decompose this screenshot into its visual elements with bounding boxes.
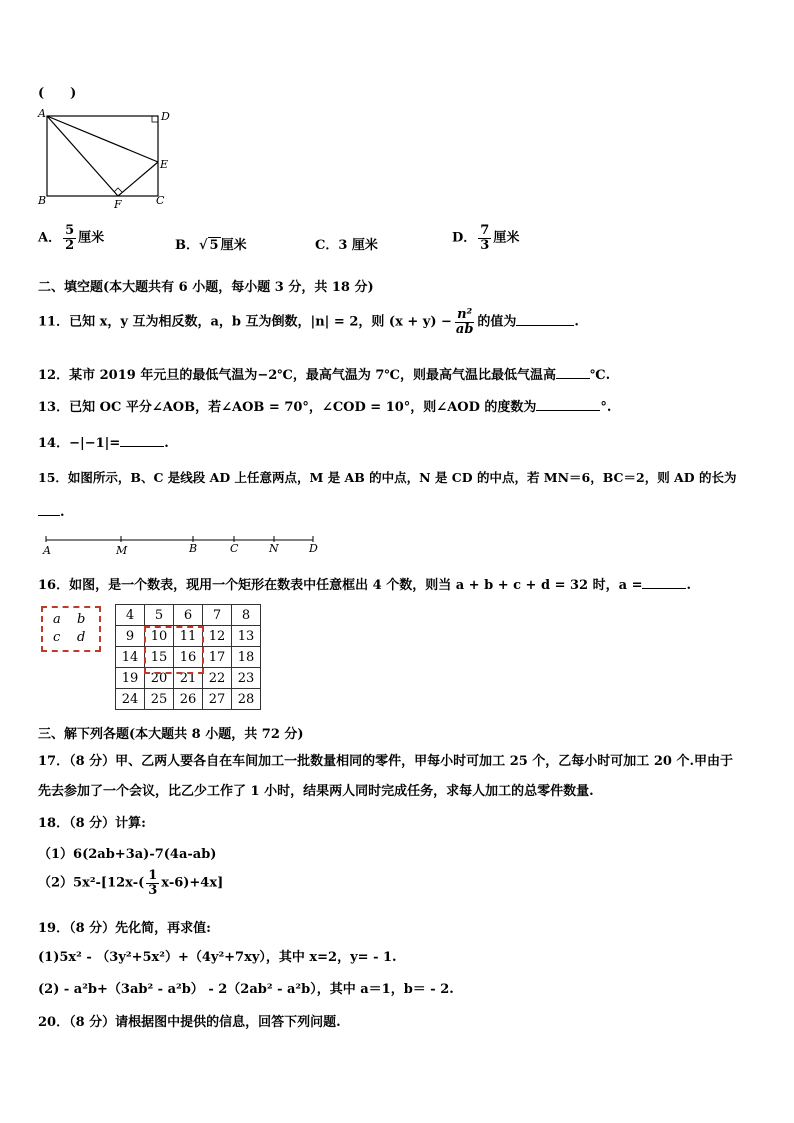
point-d: D xyxy=(309,542,318,555)
table-cell: 6 xyxy=(174,605,203,626)
label-f: F xyxy=(114,198,122,211)
question-20: 20．（8 分）请根据图中提供的信息，回答下列问题. xyxy=(38,1015,341,1030)
question-18-part-1: （1）6(2ab+3a)-7(4a-ab) xyxy=(38,847,217,862)
question-15: 15．如图所示，B、C 是线段 AD 上任意两点，M 是 AB 的中点，N 是 CD 的中点，若 MN＝6，BC＝2，则 AD 的长为 xyxy=(38,470,737,485)
table-cell: 10 xyxy=(145,626,174,647)
table-cell: 25 xyxy=(145,689,174,710)
table-cell: 16 xyxy=(174,647,203,668)
point-m: M xyxy=(116,544,128,557)
table-cell: 24 xyxy=(116,689,145,710)
table-cell: 11 xyxy=(174,626,203,647)
table-cell: 14 xyxy=(116,647,145,668)
answer-blank[interactable] xyxy=(120,433,164,447)
table-cell: 17 xyxy=(203,647,232,668)
table-cell: 8 xyxy=(232,605,261,626)
table-row xyxy=(116,689,261,710)
answer-blank[interactable] xyxy=(38,502,60,516)
legend-c: c xyxy=(53,630,61,645)
legend-a: a xyxy=(53,612,61,627)
question-17-line-1: 17．（8 分）甲、乙两人要各自在车间加工一批数量相同的零件，甲每小时可加工 25 个，乙每小时可加工 20 个.甲由于 xyxy=(38,754,733,769)
label-a: A xyxy=(38,107,46,120)
table-cell: 23 xyxy=(232,668,261,689)
answer-blank[interactable] xyxy=(556,365,590,379)
table-cell: 12 xyxy=(203,626,232,647)
table-cell: 28 xyxy=(232,689,261,710)
label-d: D xyxy=(161,110,170,123)
question-18-part-2: （2）5x²-[12x-( $\frac{1}{3}$ x-6)+4x] xyxy=(38,868,224,898)
option-b: B．√ 5 厘米 xyxy=(175,238,247,253)
question-bracket: ( ) xyxy=(38,86,77,101)
q18-fraction: $\frac{1}{3}$ xyxy=(148,868,158,898)
question-16: 16．如图，是一个数表，现用一个矩形在数表中任意框出 4 个数，则当 a + b + c + d = 32 时，a = . xyxy=(38,574,691,593)
legend-d: d xyxy=(77,630,86,645)
option-a-fraction: $\frac{5}{2}$ xyxy=(65,223,75,253)
question-19-title: 19．（8 分）先化简，再求值: xyxy=(38,921,211,936)
selection-frame xyxy=(144,626,204,674)
table-row xyxy=(116,605,261,626)
table-cell: 20 xyxy=(145,668,174,689)
question-13: 13．已知 OC 平分∠AOB，若∠AOB = 70°，∠COD = 10°，则∠AOD 的度数为 °. xyxy=(38,396,611,415)
table-cell: 22 xyxy=(203,668,232,689)
option-c: C．3 厘米 xyxy=(315,238,378,253)
legend-b: b xyxy=(77,612,86,627)
table-cell: 15 xyxy=(145,647,174,668)
table-cell: 4 xyxy=(116,605,145,626)
option-d-fraction: $\frac{7}{3}$ xyxy=(480,223,490,253)
question-17-line-2: 先去参加了一个会议，比乙少工作了 1 小时，结果两人同时完成任务，求每人加工的总零件数量. xyxy=(38,784,594,799)
legend-box xyxy=(41,606,101,652)
number-table-wrapper xyxy=(115,604,261,710)
question-19-part-2: (2) - a²b+（3ab² - a²b） - 2（2ab² - a²b），其中 a＝1，b＝ - 2. xyxy=(38,982,454,997)
question-11: 11．已知 x，y 互为相反数，a，b 互为倒数，|n| = 2，则 (x + y) − $\frac{\text{n²}}{ab}$ 的值为 . xyxy=(38,307,579,337)
segment-figure xyxy=(38,532,328,560)
table-cell: 27 xyxy=(203,689,232,710)
question-14: 14．−|−1|= . xyxy=(38,432,169,451)
point-n: N xyxy=(269,542,279,555)
table-cell: 26 xyxy=(174,689,203,710)
table-cell: 9 xyxy=(116,626,145,647)
question-19-part-1: (1)5x² - （3y²+5x²）+（4y²+7xy），其中 x=2，y= - 1. xyxy=(38,950,397,965)
q11-fraction: $\frac{\text{n²}}{ab}$ xyxy=(455,307,474,337)
question-15-continued: . xyxy=(38,502,65,520)
table-cell: 7 xyxy=(203,605,232,626)
label-b: B xyxy=(38,194,47,207)
table-cell: 13 xyxy=(232,626,261,647)
table-cell: 19 xyxy=(116,668,145,689)
table-cell: 5 xyxy=(145,605,174,626)
option-d: D． $\frac{7}{3}$ 厘米 xyxy=(452,223,520,253)
table-cell: 21 xyxy=(174,668,203,689)
label-e: E xyxy=(160,158,169,171)
answer-blank[interactable] xyxy=(536,397,600,411)
answer-blank[interactable] xyxy=(516,312,574,326)
option-a: A． $\frac{5}{2}$ 厘米 xyxy=(38,223,105,253)
sqrt-symbol: √ 5 xyxy=(199,238,219,253)
point-b: B xyxy=(189,542,198,555)
table-cell: 18 xyxy=(232,647,261,668)
rectangle-figure xyxy=(30,104,180,214)
question-12: 12．某市 2019 年元旦的最低气温为−2℃，最高气温为 7℃，则最高气温比最低气温高 ℃. xyxy=(38,364,610,383)
answer-blank[interactable] xyxy=(642,575,686,589)
label-c: C xyxy=(156,194,165,207)
section-3-title: 三、解下列各题(本大题共 8 小题，共 72 分) xyxy=(38,727,304,742)
section-2-title: 二、填空题(本大题共有 6 小题，每小题 3 分，共 18 分) xyxy=(38,280,374,295)
question-18-title: 18．（8 分）计算: xyxy=(38,816,146,831)
point-a: A xyxy=(43,544,51,557)
point-c: C xyxy=(230,542,239,555)
